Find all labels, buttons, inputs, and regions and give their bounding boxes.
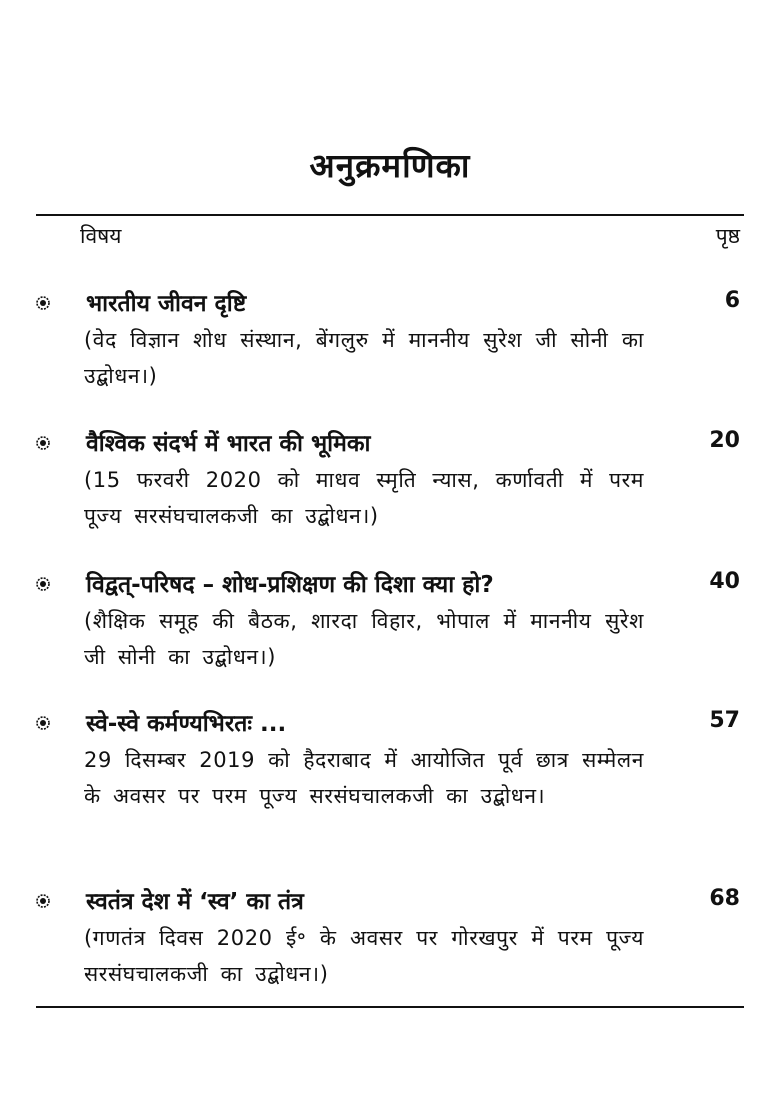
entry-page-number: 40 [709, 569, 740, 594]
entry-title[interactable]: स्वतंत्र देश में ‘स्व’ का तंत्र [86, 889, 304, 915]
entry-description: (15 फरवरी 2020 को माधव स्मृति न्यास, कर्णावती में परम पूज्य सरसंघचालकजी का उद्बोधन।) [84, 468, 644, 528]
entry-description: (वेद विज्ञान शोध संस्थान, बेंगलुरु में माननीय सुरेश जी सोनी का उद्बोधन।) [84, 328, 644, 388]
flower-ornament-icon [36, 577, 50, 591]
entry-title[interactable]: विद्वत्-परिषद – शोध-प्रशिक्षण की दिशा क्या हो? [86, 572, 494, 598]
entry-page-number: 6 [724, 288, 740, 313]
entry-page-number: 57 [709, 708, 740, 733]
flower-ornament-icon [36, 296, 50, 310]
column-header-subject: विषय [80, 224, 122, 248]
entry-description: (शैक्षिक समूह की बैठक, शारदा विहार, भोपाल में माननीय सुरेश जी सोनी का उद्बोधन।) [84, 609, 644, 669]
flower-ornament-icon [36, 716, 50, 730]
entry-page-number: 68 [709, 886, 740, 911]
page-title: अनुक्रमणिका [309, 146, 471, 185]
entry-page-number: 20 [709, 428, 740, 453]
header-top-rule [36, 214, 744, 216]
entry-title[interactable]: भारतीय जीवन दृष्टि [86, 291, 247, 317]
entry-title[interactable]: वैश्विक संदर्भ में भारत की भूमिका [86, 431, 371, 457]
entry-description: (गणतंत्र दिवस 2020 ई॰ के अवसर पर गोरखपुर में परम पूज्य सरसंघचालकजी का उद्बोधन।) [84, 926, 644, 986]
entry-description: 29 दिसम्बर 2019 को हैदराबाद में आयोजित पूर्व छात्र सम्मेलन के अवसर पर परम पूज्य सरसंघचालकजी का उद्बोधन। [84, 748, 644, 808]
footer-rule [36, 1006, 744, 1008]
flower-ornament-icon [36, 894, 50, 908]
entry-title[interactable]: स्वे-स्वे कर्मण्यभिरतः ... [86, 711, 287, 737]
flower-ornament-icon [36, 436, 50, 450]
column-header-page: पृष्ठ [715, 224, 740, 248]
